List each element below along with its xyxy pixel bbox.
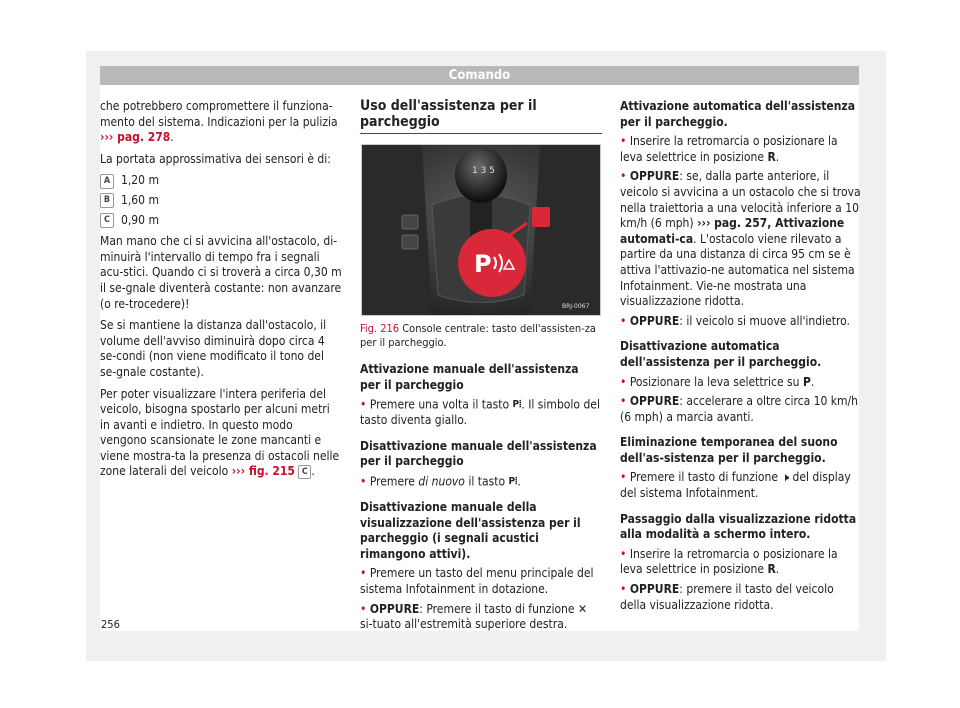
bullet-item: • OPPURE: se, dalla parte anteriore, il veicolo si avvicina a un ostacolo che si trova nella traiettoria a una velocità inferiore a 10 km/h (6 mph) ››› pag. 257, Attivazione automati-ca. L'ostacolo viene rilevato a partire da una distanza di circa 95 cm se è attiva l'attivazio-ne automatica nel sistema Infotainment. Vie-ne mostrata una visualizzazione ridotta.: [620, 169, 861, 309]
page-link[interactable]: ››› pag. 278: [100, 130, 171, 145]
figure-caption: Fig. 216 Console centrale: tasto dell'assisten-za per il parcheggio.: [360, 322, 596, 350]
paragraph: La portata approssimativa dei sensori è di:: [100, 151, 331, 166]
bullet-item: • Premere una volta il tasto P⦙. Il simbolo del tasto diventa giallo.: [360, 397, 600, 428]
bullet-item: • OPPURE: il veicolo si muove all'indietro.: [620, 313, 850, 328]
page-header: Comando: [100, 66, 859, 85]
bullet-item: • Premere il tasto di funzione 🕨 del display del sistema Infotainment.: [620, 470, 851, 501]
label-badge: B: [100, 193, 114, 208]
speaker-mute-icon: 🕨: [781, 470, 790, 485]
console-illustration: [362, 145, 600, 315]
subheading: Passaggio dalla visualizzazione ridotta alla modalità a schermo intero.: [620, 511, 857, 542]
subheading: Eliminazione temporanea del suono dell'as-sistenza per il parcheggio.: [620, 435, 838, 465]
page-link[interactable]: ››› pag. 257, Attivazione automati-ca: [620, 216, 845, 246]
range-item-c: C 0,90 m: [100, 213, 342, 229]
figure-link[interactable]: ››› fig. 215: [231, 464, 295, 479]
bullet-item: • OPPURE: accelerare a oltre circa 10 km/h (6 mph) a marcia avanti.: [620, 394, 859, 424]
label-badge: C: [100, 213, 114, 228]
bullet-item: • OPPURE: Premere il tasto di funzione ✕ si-tuato all'estremità superiore destra.: [360, 601, 588, 632]
subheading: Disattivazione manuale della visualizzazione dell'assistenza per il parcheggio (i segnali acustici rimangono attivi).: [360, 499, 581, 561]
column-2: [360, 99, 602, 637]
figure-code: BRJ-0067: [562, 303, 590, 311]
bullet-item: • Inserire la retromarcia o posizionare la leva selettrice in posizione R.: [620, 546, 838, 577]
figure-console-photo: [361, 144, 601, 316]
park-assist-icon: P⦙: [512, 399, 522, 411]
column-1: [100, 99, 342, 486]
bullet-item: • Premere un tasto del menu principale del sistema Infotainment in dotazione.: [360, 566, 594, 596]
subheading: Disattivazione manuale dell'assistenza per il parcheggio: [360, 438, 597, 469]
label-badge: A: [100, 174, 114, 189]
range-item-b: B 1,60 m: [100, 193, 342, 209]
subheading: Disattivazione automatica dell'assistenza per il parcheggio.: [620, 339, 822, 369]
page-number: 256: [101, 618, 120, 631]
subheading: Attivazione automatica dell'assistenza per il parcheggio.: [620, 99, 855, 129]
subheading: Attivazione manuale dell'assistenza per il parcheggio: [360, 362, 579, 392]
paragraph: che potrebbero compromettere il funziona-mento del sistema. Indicazioni per la pulizia ››› pag. 278.: [100, 99, 338, 145]
section-title: Uso dell'assistenza per il parcheggio: [360, 99, 602, 134]
bullet-item: • OPPURE: premere il tasto del veicolo della visualizzazione ridotta.: [620, 582, 834, 612]
paragraph: Se si mantiene la distanza dall'ostacolo, il volume dell'avviso diminuirà dopo circa 4 se-condi (non viene modificato il tono del se-gnale costante).: [100, 318, 327, 379]
svg-text:P: P: [474, 250, 492, 279]
range-item-a: A 1,20 m: [100, 173, 342, 189]
column-3: [620, 99, 862, 617]
svg-text:1 3 5: 1 3 5: [472, 166, 495, 177]
bullet-item: • Premere di nuovo il tasto P⦙.: [360, 474, 521, 489]
range-list: [100, 173, 342, 228]
paragraph: Man mano che ci si avvicina all'ostacolo, di-minuirà l'intervallo di tempo fra i segnali acu-stici. Quando ci si troverà a circa 0,30 m il se-gnale diventerà costante: non avanzare (o re-trocedere)!: [100, 234, 342, 311]
park-assist-icon: P⦙: [508, 476, 518, 488]
paragraph: Per poter visualizzare l'intera periferia del veicolo, bisogna spostarlo per alcuni metri in avanti e indietro. In questo modo vengono scansionate le zone mancanti e viene mostra-ta la presenza di ostacoli nelle zone laterali del veicolo ››› fig. 215 C .: [100, 386, 340, 479]
label-badge: C: [298, 465, 311, 479]
bullet-item: • Inserire la retromarcia o posizionare la leva selettrice in posizione R.: [620, 134, 838, 164]
bullet-item: • Posizionare la leva selettrice su P.: [620, 374, 815, 389]
